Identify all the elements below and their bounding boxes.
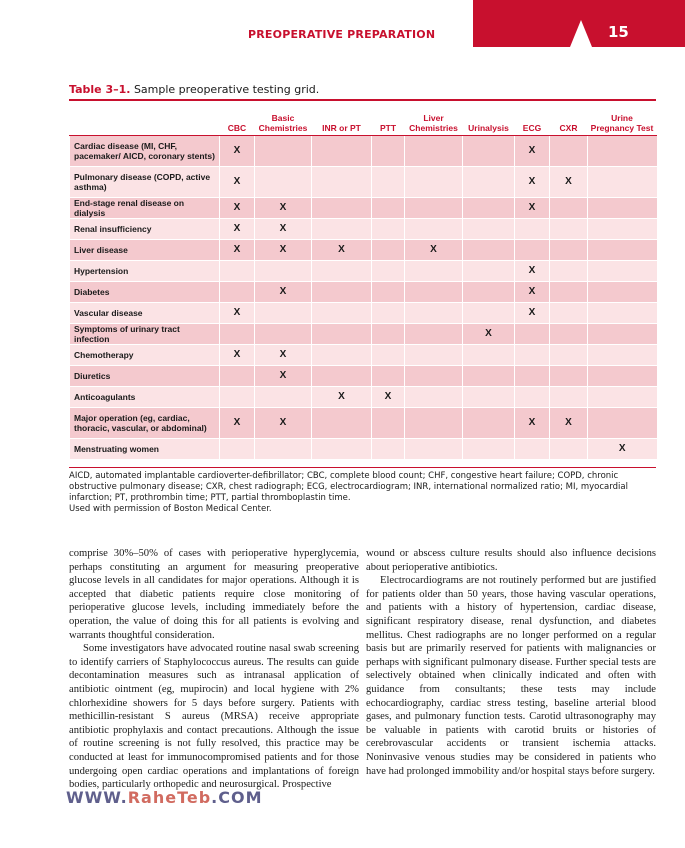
row-cell [405, 303, 463, 324]
table-number: Table 3–1. [69, 83, 131, 96]
row-cell: X [220, 408, 255, 439]
row-cell [312, 219, 372, 240]
row-cell [372, 303, 405, 324]
row-cell [372, 408, 405, 439]
row-condition: Symptoms of urinary tract infection [70, 324, 220, 345]
row-cell [550, 439, 588, 460]
row-cell [588, 282, 657, 303]
row-cell [312, 439, 372, 460]
row-cell [550, 219, 588, 240]
tab-notch [570, 20, 592, 47]
row-cell [515, 240, 550, 261]
table-caption [69, 82, 629, 98]
row-cell [588, 219, 657, 240]
row-cell [550, 282, 588, 303]
row-cell [515, 219, 550, 240]
row-cell [463, 240, 515, 261]
row-cell [515, 324, 550, 345]
row-cell [312, 198, 372, 219]
row-cell [405, 366, 463, 387]
row-cell [405, 387, 463, 408]
row-cell: X [515, 198, 550, 219]
row-cell [463, 408, 515, 439]
row-cell [372, 136, 405, 167]
watermark-logo [66, 788, 326, 810]
table-row [70, 408, 657, 439]
row-cell [312, 282, 372, 303]
table-row [70, 439, 657, 460]
row-cell [255, 303, 312, 324]
row-cell [550, 240, 588, 261]
row-cell [220, 282, 255, 303]
row-cell: X [255, 240, 312, 261]
row-condition: Pulmonary disease (COPD, active asthma) [70, 167, 220, 198]
row-cell [550, 261, 588, 282]
row-cell [405, 167, 463, 198]
row-condition: Major operation (eg, cardiac, thoracic, vascular, or abdominal) [70, 408, 220, 439]
row-cell [463, 136, 515, 167]
table-row [70, 219, 657, 240]
row-cell [220, 387, 255, 408]
row-cell: X [255, 198, 312, 219]
row-cell [220, 366, 255, 387]
row-cell [550, 303, 588, 324]
row-cell [463, 303, 515, 324]
row-cell [588, 261, 657, 282]
row-cell: X [255, 219, 312, 240]
row-cell: X [312, 240, 372, 261]
row-cell: X [550, 408, 588, 439]
row-cell [312, 408, 372, 439]
header-condition [70, 103, 220, 136]
right-paragraph-1: wound or abscess culture results should also influence decisions about perioperative antibiotics. [366, 548, 656, 573]
row-cell [463, 282, 515, 303]
row-cell: X [515, 261, 550, 282]
row-cell [372, 261, 405, 282]
header-col-9: Urine Pregnancy Test [588, 103, 657, 136]
row-cell [588, 136, 657, 167]
row-cell [312, 261, 372, 282]
row-condition: Chemotherapy [70, 345, 220, 366]
row-cell [405, 219, 463, 240]
row-cell [372, 324, 405, 345]
row-cell [463, 167, 515, 198]
body-column-right [366, 547, 656, 778]
left-paragraph-2: Some investigators have advocated routine nasal swab screening to identify carriers of Staphylococcus aureus. The results can guide decontamination measures such as intranasal application of antibiotic ointment (eg, mupirocin) and local hygiene with 2% chlorhexidine showers for 5 days before surgery. Patients with methicillin-resistant S aureus (MRSA) receive appropriate antibiotic prophylaxis and contact precautions. Although the issue of routine screening is not fully resolved, this practice may be conducted at least for immunocompromised patients and for those undergoing open cardiac operations and implantations of foreign bodies, particularly orthopedic and neurosurgical. Prospective [69, 643, 359, 791]
row-cell [550, 198, 588, 219]
row-cell: X [220, 167, 255, 198]
row-cell [588, 324, 657, 345]
row-cell [405, 439, 463, 460]
testing-grid-table [69, 103, 657, 459]
row-cell [220, 324, 255, 345]
row-cell [463, 198, 515, 219]
row-cell [312, 366, 372, 387]
row-cell [405, 345, 463, 366]
table-row [70, 303, 657, 324]
table-row [70, 167, 657, 198]
row-cell [312, 303, 372, 324]
row-condition: Diuretics [70, 366, 220, 387]
row-cell [255, 439, 312, 460]
table-row [70, 261, 657, 282]
table-top-rule [69, 99, 656, 101]
row-cell [515, 387, 550, 408]
row-cell: X [515, 408, 550, 439]
row-condition: Anticoagulants [70, 387, 220, 408]
row-condition: Hypertension [70, 261, 220, 282]
table-row [70, 282, 657, 303]
row-cell [463, 366, 515, 387]
row-cell: X [405, 240, 463, 261]
row-cell [312, 136, 372, 167]
row-cell [550, 136, 588, 167]
row-cell [405, 324, 463, 345]
row-cell [550, 366, 588, 387]
header-col-8: CXR [550, 103, 588, 136]
table-row [70, 240, 657, 261]
row-cell: X [515, 282, 550, 303]
left-paragraph-1: comprise 30%–50% of cases with perioperative hyperglycemia, perhaps constituting an argument for measuring preoperative glucose levels in all candidates for major operations. Although it is accepted that diabetic patients require close monitoring of perioperative glucose levels, including immediately before the operation, the value of doing this for all patients is evolving and warrants thoughtful consideration. [69, 548, 359, 641]
watermark-right: .COM [211, 788, 263, 807]
row-cell: X [220, 219, 255, 240]
row-cell [463, 387, 515, 408]
row-cell [372, 219, 405, 240]
row-cell: X [515, 136, 550, 167]
row-cell [588, 198, 657, 219]
row-cell [588, 303, 657, 324]
row-cell [405, 136, 463, 167]
row-cell: X [312, 387, 372, 408]
row-cell: X [463, 324, 515, 345]
row-cell: X [220, 345, 255, 366]
row-cell [372, 366, 405, 387]
row-cell [588, 240, 657, 261]
row-cell [405, 198, 463, 219]
table-footnote [69, 471, 659, 515]
table-row [70, 324, 657, 345]
row-cell [588, 408, 657, 439]
row-cell [372, 345, 405, 366]
row-cell [255, 324, 312, 345]
row-cell [515, 439, 550, 460]
page-number: 15 [608, 23, 629, 41]
row-cell: X [255, 282, 312, 303]
table-row [70, 198, 657, 219]
row-cell [515, 345, 550, 366]
row-cell [550, 324, 588, 345]
right-paragraph-2: Electrocardiograms are not routinely performed but are justified for patients older than 50 years, those having vascular operations, and patients with a history of hypertension, cardiac disease, significant respiratory disease, renal dysfunction, and diabetes mellitus. Chest radiographs are no longer performed on a regular basis but are primarily reserved for patients with malignancies or perhaps with significant pulmonary disease. Further special tests are selectively obtained when clinically indicated and often with guidance from consultants; these tests may include echocardiography, cardiac stress testing, baseline arterial blood gases, and pulmonary function tests. Carotid ultrasonography may be valuable in patients with carotid bruits or histories of cerebrovascular accidents or transient ischemia attacks. Noninvasive venous studies may be considered in patients who have had prolonged immobility and/or hospital stays before surgery. [366, 575, 656, 777]
row-condition: Renal insufficiency [70, 219, 220, 240]
row-cell: X [372, 387, 405, 408]
row-cell [405, 282, 463, 303]
row-cell [588, 387, 657, 408]
row-cell [255, 261, 312, 282]
watermark-mid: RaheTeb [127, 788, 212, 807]
row-cell: X [255, 366, 312, 387]
row-cell [550, 345, 588, 366]
row-cell [463, 261, 515, 282]
row-cell [220, 261, 255, 282]
row-cell: X [515, 303, 550, 324]
row-cell [312, 324, 372, 345]
watermark-left: WWW. [66, 788, 128, 807]
table-row [70, 345, 657, 366]
row-cell: X [588, 439, 657, 460]
row-cell [312, 167, 372, 198]
row-condition: Diabetes [70, 282, 220, 303]
row-cell [312, 345, 372, 366]
table-row [70, 366, 657, 387]
row-cell [405, 261, 463, 282]
row-cell [220, 439, 255, 460]
row-cell: X [515, 167, 550, 198]
row-cell: X [255, 408, 312, 439]
table-title: Sample preoperative testing grid. [133, 83, 320, 96]
abbreviations-note: AICD, automated implantable cardioverter-defibrillator; CBC, complete blood count; CHF, congestive heart failure; COPD, chronic obstructive pulmonary disease; CXR, chest radiograph; ECG, electrocardiogram; INR, international normalized ratio; MI, myocardial infarction; PT, prothrombin time; PTT, partial thromboplastin time. [69, 471, 628, 503]
header-col-3: INR or PT [312, 103, 372, 136]
row-cell [255, 387, 312, 408]
body-column-left [69, 547, 359, 792]
row-cell [550, 387, 588, 408]
row-cell: X [255, 345, 312, 366]
row-cell [588, 345, 657, 366]
row-cell [463, 345, 515, 366]
row-cell [372, 282, 405, 303]
row-cell: X [220, 240, 255, 261]
row-condition: Menstruating women [70, 439, 220, 460]
table-row [70, 136, 657, 167]
row-cell: X [550, 167, 588, 198]
row-cell [372, 198, 405, 219]
running-head: PREOPERATIVE PREPARATION [248, 28, 436, 41]
row-cell [405, 408, 463, 439]
row-cell [463, 219, 515, 240]
row-cell: X [220, 136, 255, 167]
header-col-4: PTT [372, 103, 405, 136]
header-col-7: ECG [515, 103, 550, 136]
row-cell [372, 439, 405, 460]
table-header-row [70, 103, 657, 136]
row-cell [255, 167, 312, 198]
row-condition: End-stage renal disease on dialysis [70, 198, 220, 219]
header-col-2: Basic Chemistries [255, 103, 312, 136]
row-condition: Cardiac disease (MI, CHF, pacemaker/ AICD, coronary stents) [70, 136, 220, 167]
header-col-6: Urinalysis [463, 103, 515, 136]
footnote-rule [69, 467, 656, 468]
row-condition: Vascular disease [70, 303, 220, 324]
header-col-1: CBC [220, 103, 255, 136]
header-col-5: Liver Chemistries [405, 103, 463, 136]
table-row [70, 387, 657, 408]
row-cell [372, 240, 405, 261]
row-condition: Liver disease [70, 240, 220, 261]
row-cell [372, 167, 405, 198]
permission-note: Used with permission of Boston Medical Center. [69, 504, 272, 514]
row-cell: X [220, 303, 255, 324]
row-cell [255, 136, 312, 167]
row-cell [588, 167, 657, 198]
row-cell [515, 366, 550, 387]
row-cell [588, 366, 657, 387]
row-cell: X [220, 198, 255, 219]
row-cell [463, 439, 515, 460]
